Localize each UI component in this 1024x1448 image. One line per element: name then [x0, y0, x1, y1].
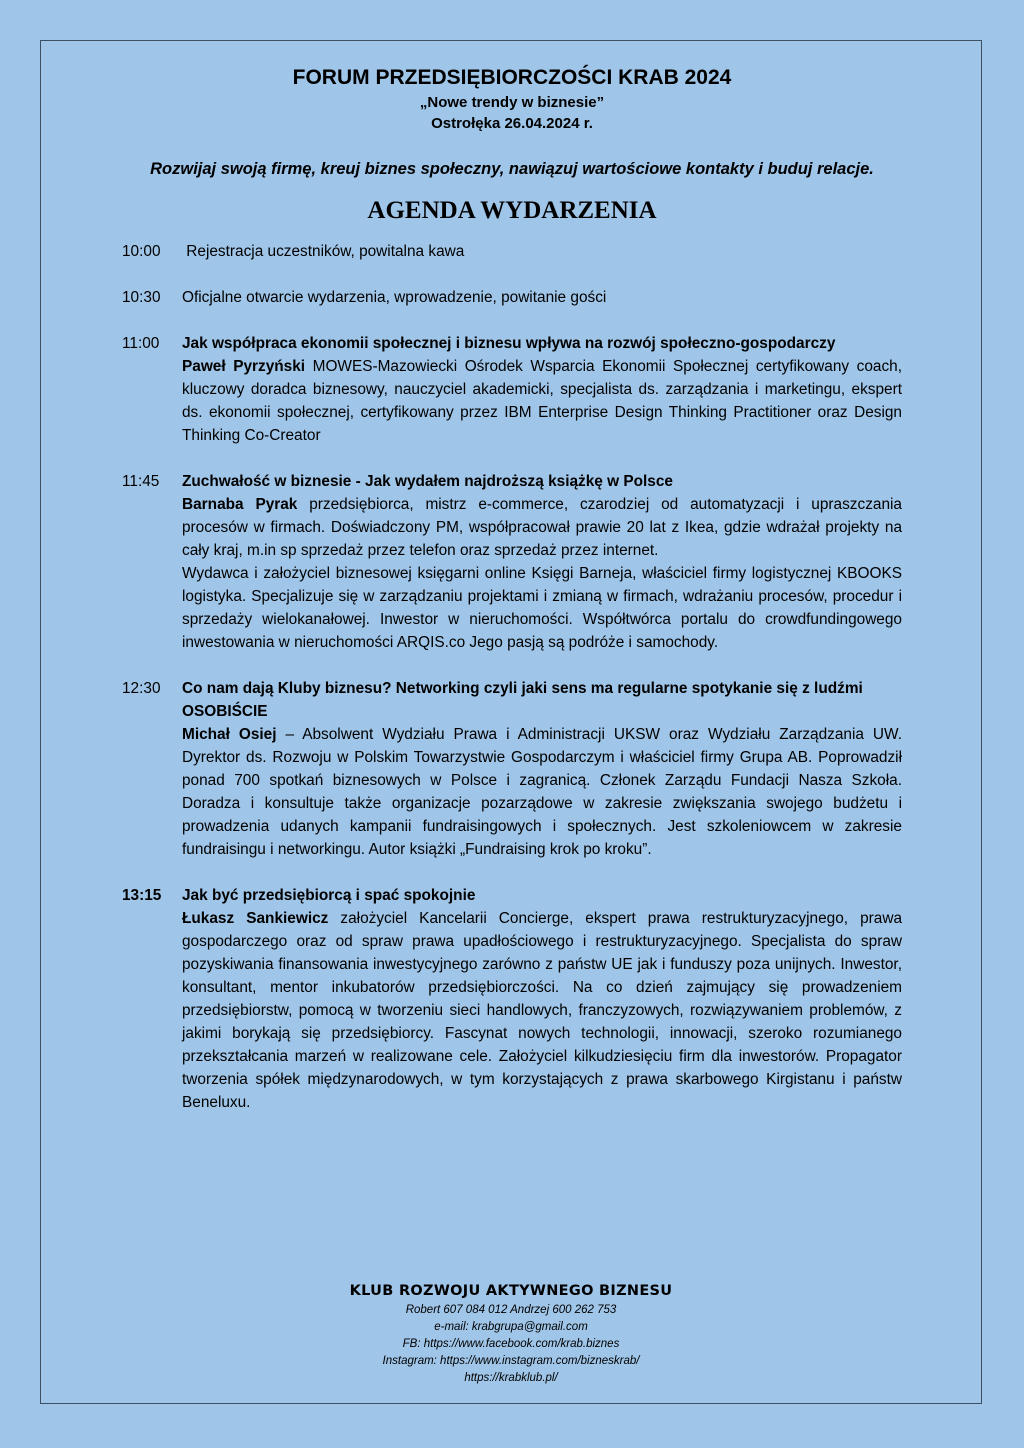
agenda-topic: Jak być przedsiębiorcą i spać spokojnie [182, 887, 476, 904]
agenda-item [122, 884, 902, 1114]
agenda-time: 10:30 [122, 289, 161, 306]
agenda-item [122, 286, 902, 309]
speaker-bio-continued: Wydawca i założyciel biznesowej księgarni online Księgi Barneja, właściciel firmy logistycznej KBOOKS logistyka. Specjalizuje się w zarządzaniu projektami i zmianą w firmach, wdrażaniu procesów, procedur i sprzedaży wielokanałowej. Inwestor w nieruchomości. Współtwórca portalu do crowdfundingowego inwestowania w nieruchomości ARQIS.co Jego pasją są podróże i samochody. [182, 565, 902, 651]
agenda-time: 10:00 [122, 243, 161, 260]
agenda-item [122, 332, 902, 447]
facebook-link: FB: https://www.facebook.com/krab.biznes [402, 1338, 620, 1350]
agenda-item [122, 240, 902, 263]
agenda-topic: Jak współpraca ekonomii społecznej i biznesu wpływa na rozwój społeczno-gospodarczy [182, 335, 836, 352]
agenda-time: 12:30 [122, 680, 161, 697]
footer [40, 1280, 982, 1387]
agenda-list [122, 240, 902, 1114]
speaker-bio: Łukasz Sankiewicz założyciel Kancelarii Concierge, ekspert prawa restrukturyzacyjnego, prawa gospodarczego oraz od spraw prawa upadłościowego i restrukturyzacyjnego. Specjalista do spraw pozyskiwania finansowania inwestycyjnego zarówno z państw UE jak i funduszy poza unijnych. Inwestor, konsultant, mentor inkubatorów przedsiębiorczości. Na co dzień zajmujący się prowadzeniem przedsiębiorstw, pomocą w tworzeniu sieci handlowych, franczyzowych, rozwiązywaniem problemów, z jakimi borykają się przedsiębiorcy. Fascynat nowych technologii, innowacji, szeroko rozumianego przekształcania marzeń w realizowane cele. Założyciel kilkudziesięciu firm dla inwestorów. Propagator tworzenia spółek międzynarodowych, w tym korzystających z prawa skarbowego Kirgistanu i państw Beneluxu. [182, 910, 902, 1111]
agenda-title: AGENDA WYDARZENIA [367, 197, 657, 224]
agenda-time: 11:45 [122, 473, 160, 490]
event-subtitle: „Nowe trendy w biznesie” [419, 94, 605, 111]
agenda-topic: Co nam dają Kluby biznesu? Networking czyli jaki sens ma regularne spotykanie się z ludźmi OSOBIŚCIE [182, 680, 863, 720]
agenda-topic: Zuchwałość w biznesie - Jak wydałem najdroższą książkę w Polsce [182, 473, 673, 490]
instagram-link: Instagram: https://www.instagram.com/bizneskrab/ [382, 1355, 640, 1367]
organization-name: KLUB ROZWOJU AKTYWNEGO BIZNESU [349, 1283, 673, 1299]
speaker-name: Michał Osiej [182, 726, 277, 743]
speaker-name: Paweł Pyrzyński [182, 358, 306, 375]
contact-phones: Robert 607 084 012 Andrzej 600 262 753 [405, 1304, 617, 1316]
agenda-topic: Rejestracja uczestników, powitalna kawa [182, 243, 465, 260]
document-content [122, 64, 902, 1137]
agenda-time: 11:00 [122, 335, 160, 352]
speaker-name: Łukasz Sankiewicz [182, 910, 329, 927]
speaker-name: Barnaba Pyrak [182, 496, 298, 513]
event-title: FORUM PRZEDSIĘBIORCZOŚCI KRAB 2024 [292, 66, 732, 89]
event-place-date: Ostrołęka 26.04.2024 r. [431, 115, 593, 132]
event-tagline: Rozwijaj swoją firmę, kreuj biznes społeczny, nawiązuj wartościowe kontakty i buduj relacje. [150, 160, 874, 178]
speaker-bio: Michał Osiej – Absolwent Wydziału Prawa i Administracji UKSW oraz Wydziału Zarządzania UW. Dyrektor ds. Rozwoju w Polskim Towarzystwie Gospodarczym i właściciel firmy Grupa AB. Poprowadził ponad 700 spotkań biznesowych w Polsce i zagranicą. Członek Zarządu Fundacji Nasza Szkoła. Doradza i konsultuje także organizacje pozarządowe w zakresie zwiększania swojego budżetu i prowadzenia udanych kampanii fundraisingowych i społecznych. Jest szkoleniowcem w zakresie fundraisingu i networkingu. Autor książki „Fundraising krok po kroku”. [182, 726, 903, 858]
agenda-item [122, 677, 902, 861]
agenda-time: 13:15 [122, 887, 162, 904]
agenda-topic: Oficjalne otwarcie wydarzenia, wprowadzenie, powitanie gości [182, 289, 607, 306]
contact-email: e-mail: krabgrupa@gmail.com [434, 1321, 588, 1333]
agenda-item [122, 470, 902, 654]
website-link: https://krabklub.pl/ [464, 1372, 558, 1384]
speaker-bio: Barnaba Pyrak przedsiębiorca, mistrz e-commerce, czarodziej od automatyzacji i upraszczania procesów w firmach. Doświadczony PM, współpracował prawie 20 lat z Ikea, gdzie wdrażał projekty na cały kraj, m.in sp sprzedaż przez telefon oraz sprzedaż przez internet. [182, 496, 902, 559]
speaker-bio: Paweł Pyrzyński MOWES-Mazowiecki Ośrodek Wsparcia Ekonomii Społecznej certyfikowany coach, kluczowy doradca biznesowy, nauczyciel akademicki, specjalista ds. zarządzania i marketingu, ekspert ds. ekonomii społecznej, certyfikowany przez IBM Enterprise Design Thinking Practitioner oraz Design Thinking Co-Creator [182, 358, 902, 444]
